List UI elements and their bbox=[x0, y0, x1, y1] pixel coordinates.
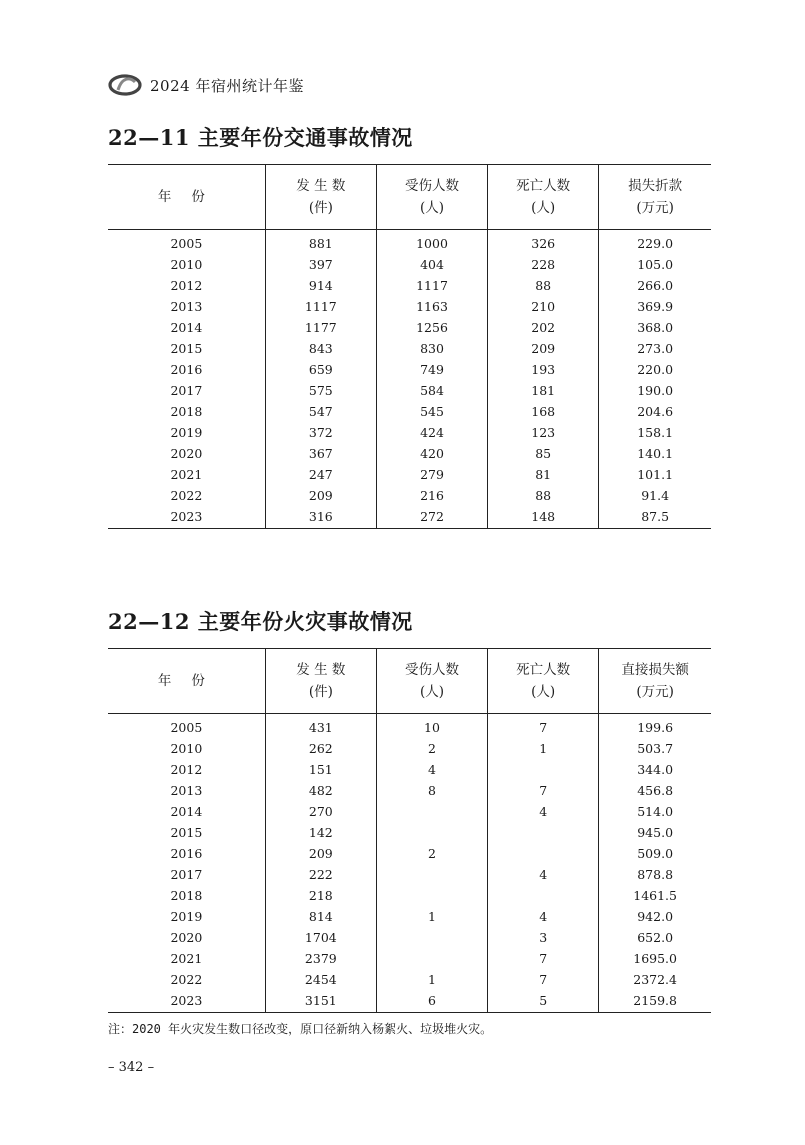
table-cell: 814 bbox=[265, 906, 376, 927]
table-cell: 367 bbox=[265, 443, 376, 464]
table-cell: 88 bbox=[488, 485, 599, 506]
table-cell: 368.0 bbox=[599, 317, 711, 338]
table-cell: 397 bbox=[265, 254, 376, 275]
column-header: 损失折款 (万元) bbox=[599, 165, 711, 230]
table-cell: 1117 bbox=[265, 296, 376, 317]
table-cell: 4 bbox=[488, 906, 599, 927]
table-cell: 123 bbox=[488, 422, 599, 443]
table-row bbox=[108, 864, 711, 885]
table-cell: 2012 bbox=[170, 278, 203, 293]
table-cell: 547 bbox=[265, 401, 376, 422]
table-row bbox=[108, 254, 711, 275]
table-cell: 262 bbox=[265, 738, 376, 759]
table-cell: 2019 bbox=[170, 909, 203, 924]
table-cell: 210 bbox=[488, 296, 599, 317]
table-cell: 266.0 bbox=[599, 275, 711, 296]
table-cell: 514.0 bbox=[599, 801, 711, 822]
table-cell: 85 bbox=[488, 443, 599, 464]
column-header: 受伤人数 (人) bbox=[376, 165, 487, 230]
table-cell: 2018 bbox=[170, 404, 203, 419]
table-row bbox=[108, 230, 711, 255]
table-cell: 148 bbox=[488, 506, 599, 529]
table-cell: 424 bbox=[376, 422, 487, 443]
table-cell: 2159.8 bbox=[599, 990, 711, 1013]
table-cell: 2015 bbox=[170, 825, 203, 840]
table-cell: 88 bbox=[488, 275, 599, 296]
table1-title: 22—11 主要年份交通事故情况 bbox=[108, 125, 413, 150]
table-cell: 2012 bbox=[170, 762, 203, 777]
table-row bbox=[108, 801, 711, 822]
table-cell: 158.1 bbox=[599, 422, 711, 443]
table-cell: 749 bbox=[376, 359, 487, 380]
table-cell: 509.0 bbox=[599, 843, 711, 864]
table-cell: 545 bbox=[376, 401, 487, 422]
table-cell: 2013 bbox=[170, 783, 203, 798]
table-cell: 404 bbox=[376, 254, 487, 275]
table-cell: 101.1 bbox=[599, 464, 711, 485]
table-cell: 91.4 bbox=[599, 485, 711, 506]
table-cell: 2010 bbox=[170, 741, 203, 756]
table-cell: 209 bbox=[265, 485, 376, 506]
table-cell: 584 bbox=[376, 380, 487, 401]
table-cell: 247 bbox=[265, 464, 376, 485]
table-cell: 229.0 bbox=[599, 230, 711, 255]
table-cell: 1704 bbox=[265, 927, 376, 948]
table-row bbox=[108, 843, 711, 864]
table-cell: 87.5 bbox=[599, 506, 711, 529]
table-cell: 2021 bbox=[170, 951, 203, 966]
table-cell: 2021 bbox=[170, 467, 203, 482]
table-row bbox=[108, 338, 711, 359]
table-row bbox=[108, 359, 711, 380]
yearbook-logo-icon bbox=[108, 73, 144, 97]
table-cell: 105.0 bbox=[599, 254, 711, 275]
table-cell: 2013 bbox=[170, 299, 203, 314]
table-cell: 2016 bbox=[170, 362, 203, 377]
table-cell: 279 bbox=[376, 464, 487, 485]
table-cell: 270 bbox=[265, 801, 376, 822]
table-cell: 2020 bbox=[170, 446, 203, 461]
table-row bbox=[108, 969, 711, 990]
table-cell: 151 bbox=[265, 759, 376, 780]
table-cell: 204.6 bbox=[599, 401, 711, 422]
table-cell: 503.7 bbox=[599, 738, 711, 759]
table-header-row bbox=[108, 649, 711, 714]
table-cell: 316 bbox=[265, 506, 376, 529]
table-cell: 2 bbox=[376, 738, 487, 759]
running-header bbox=[108, 70, 304, 100]
footnote: 注：2020 年火灾发生数口径改变，原口径新纳入杨絮火、垃圾堆火灾。 bbox=[108, 1022, 493, 1036]
table-cell: 2372.4 bbox=[599, 969, 711, 990]
column-header: 直接损失额 (万元) bbox=[599, 649, 711, 714]
table-row bbox=[108, 780, 711, 801]
column-header: 死亡人数 (人) bbox=[488, 649, 599, 714]
table-cell bbox=[376, 885, 487, 906]
table-cell bbox=[376, 864, 487, 885]
table-row bbox=[108, 296, 711, 317]
table-cell: 482 bbox=[265, 780, 376, 801]
table-body bbox=[108, 230, 711, 529]
table-cell: 202 bbox=[488, 317, 599, 338]
table-cell bbox=[488, 843, 599, 864]
table-cell: 209 bbox=[265, 843, 376, 864]
table-row bbox=[108, 714, 711, 739]
column-header: 死亡人数 (人) bbox=[488, 165, 599, 230]
table-cell bbox=[376, 801, 487, 822]
table-cell: 878.8 bbox=[599, 864, 711, 885]
table-row bbox=[108, 485, 711, 506]
table-cell: 652.0 bbox=[599, 927, 711, 948]
table-cell: 830 bbox=[376, 338, 487, 359]
table-cell: 2022 bbox=[170, 972, 203, 987]
table-cell bbox=[376, 948, 487, 969]
table-row bbox=[108, 948, 711, 969]
table-cell: 8 bbox=[376, 780, 487, 801]
table-row bbox=[108, 738, 711, 759]
table-cell: 7 bbox=[488, 714, 599, 739]
table-cell: 456.8 bbox=[599, 780, 711, 801]
table-cell: 326 bbox=[488, 230, 599, 255]
table-cell bbox=[376, 927, 487, 948]
table-cell bbox=[376, 822, 487, 843]
table-cell: 4 bbox=[488, 864, 599, 885]
table-cell: 6 bbox=[376, 990, 487, 1013]
table-cell: 190.0 bbox=[599, 380, 711, 401]
table-row bbox=[108, 906, 711, 927]
table-cell: 2018 bbox=[170, 888, 203, 903]
table-cell bbox=[488, 885, 599, 906]
table-cell: 199.6 bbox=[599, 714, 711, 739]
table-header-row bbox=[108, 165, 711, 230]
table-cell: 2023 bbox=[170, 993, 203, 1008]
table-cell: 7 bbox=[488, 969, 599, 990]
table-cell: 420 bbox=[376, 443, 487, 464]
table-row bbox=[108, 275, 711, 296]
table-row bbox=[108, 927, 711, 948]
table-cell: 945.0 bbox=[599, 822, 711, 843]
table-row bbox=[108, 885, 711, 906]
header-title: 2024 年宿州统计年鉴 bbox=[150, 76, 304, 95]
table-cell: 2454 bbox=[265, 969, 376, 990]
table-cell: 7 bbox=[488, 948, 599, 969]
table-cell: 7 bbox=[488, 780, 599, 801]
table-cell: 1256 bbox=[376, 317, 487, 338]
column-header: 发 生 数 (件) bbox=[265, 649, 376, 714]
table-cell: 1177 bbox=[265, 317, 376, 338]
table-cell: 1461.5 bbox=[599, 885, 711, 906]
table-row bbox=[108, 990, 711, 1013]
table-cell: 1117 bbox=[376, 275, 487, 296]
table-cell: 942.0 bbox=[599, 906, 711, 927]
table-cell: 372 bbox=[265, 422, 376, 443]
table-row bbox=[108, 317, 711, 338]
table-cell: 10 bbox=[376, 714, 487, 739]
table-cell: 2010 bbox=[170, 257, 203, 272]
table-cell: 1163 bbox=[376, 296, 487, 317]
table-cell: 2017 bbox=[170, 383, 203, 398]
table-cell: 2022 bbox=[170, 488, 203, 503]
table-cell bbox=[488, 759, 599, 780]
table-cell: 3 bbox=[488, 927, 599, 948]
table-cell: 2 bbox=[376, 843, 487, 864]
column-header: 受伤人数 (人) bbox=[376, 649, 487, 714]
table-cell: 193 bbox=[488, 359, 599, 380]
table-cell: 142 bbox=[265, 822, 376, 843]
table-cell: 2019 bbox=[170, 425, 203, 440]
table-cell: 272 bbox=[376, 506, 487, 529]
table-cell: 431 bbox=[265, 714, 376, 739]
table-cell: 1 bbox=[488, 738, 599, 759]
table-row bbox=[108, 422, 711, 443]
table-cell: 2379 bbox=[265, 948, 376, 969]
table-cell: 222 bbox=[265, 864, 376, 885]
table-cell: 1000 bbox=[376, 230, 487, 255]
table-cell: 216 bbox=[376, 485, 487, 506]
table-cell bbox=[488, 822, 599, 843]
table-cell: 881 bbox=[265, 230, 376, 255]
table-cell: 273.0 bbox=[599, 338, 711, 359]
page-number: – 342 – bbox=[108, 1060, 155, 1075]
table-cell: 168 bbox=[488, 401, 599, 422]
table-row bbox=[108, 759, 711, 780]
fire-accident-table bbox=[108, 648, 711, 1013]
table-cell: 1695.0 bbox=[599, 948, 711, 969]
table-cell: 2005 bbox=[170, 236, 203, 251]
table-cell: 369.9 bbox=[599, 296, 711, 317]
table-cell: 181 bbox=[488, 380, 599, 401]
table-cell: 2014 bbox=[170, 320, 203, 335]
table-cell: 209 bbox=[488, 338, 599, 359]
table-cell: 2015 bbox=[170, 341, 203, 356]
table-cell: 914 bbox=[265, 275, 376, 296]
column-header: 年份 bbox=[108, 165, 265, 230]
table-cell: 4 bbox=[488, 801, 599, 822]
table-cell: 2005 bbox=[170, 720, 203, 735]
table-row bbox=[108, 380, 711, 401]
table-cell: 843 bbox=[265, 338, 376, 359]
table-cell: 1 bbox=[376, 969, 487, 990]
table-cell: 659 bbox=[265, 359, 376, 380]
table-cell: 140.1 bbox=[599, 443, 711, 464]
table-row bbox=[108, 464, 711, 485]
table-cell: 2023 bbox=[170, 509, 203, 524]
traffic-accident-table bbox=[108, 164, 711, 529]
table-body bbox=[108, 714, 711, 1013]
table-row bbox=[108, 506, 711, 529]
column-header: 年份 bbox=[108, 649, 265, 714]
table-cell: 5 bbox=[488, 990, 599, 1013]
table-cell: 1 bbox=[376, 906, 487, 927]
table-cell: 4 bbox=[376, 759, 487, 780]
table-cell: 2017 bbox=[170, 867, 203, 882]
table-cell: 344.0 bbox=[599, 759, 711, 780]
table2-title: 22—12 主要年份火灾事故情况 bbox=[108, 609, 413, 634]
table-cell: 3151 bbox=[265, 990, 376, 1013]
table-cell: 218 bbox=[265, 885, 376, 906]
table-cell: 2014 bbox=[170, 804, 203, 819]
column-header: 发 生 数 (件) bbox=[265, 165, 376, 230]
table-cell: 2016 bbox=[170, 846, 203, 861]
table-cell: 228 bbox=[488, 254, 599, 275]
table-cell: 575 bbox=[265, 380, 376, 401]
table-cell: 81 bbox=[488, 464, 599, 485]
table-row bbox=[108, 822, 711, 843]
table-cell: 220.0 bbox=[599, 359, 711, 380]
table-row bbox=[108, 401, 711, 422]
table-cell: 2020 bbox=[170, 930, 203, 945]
table-row bbox=[108, 443, 711, 464]
